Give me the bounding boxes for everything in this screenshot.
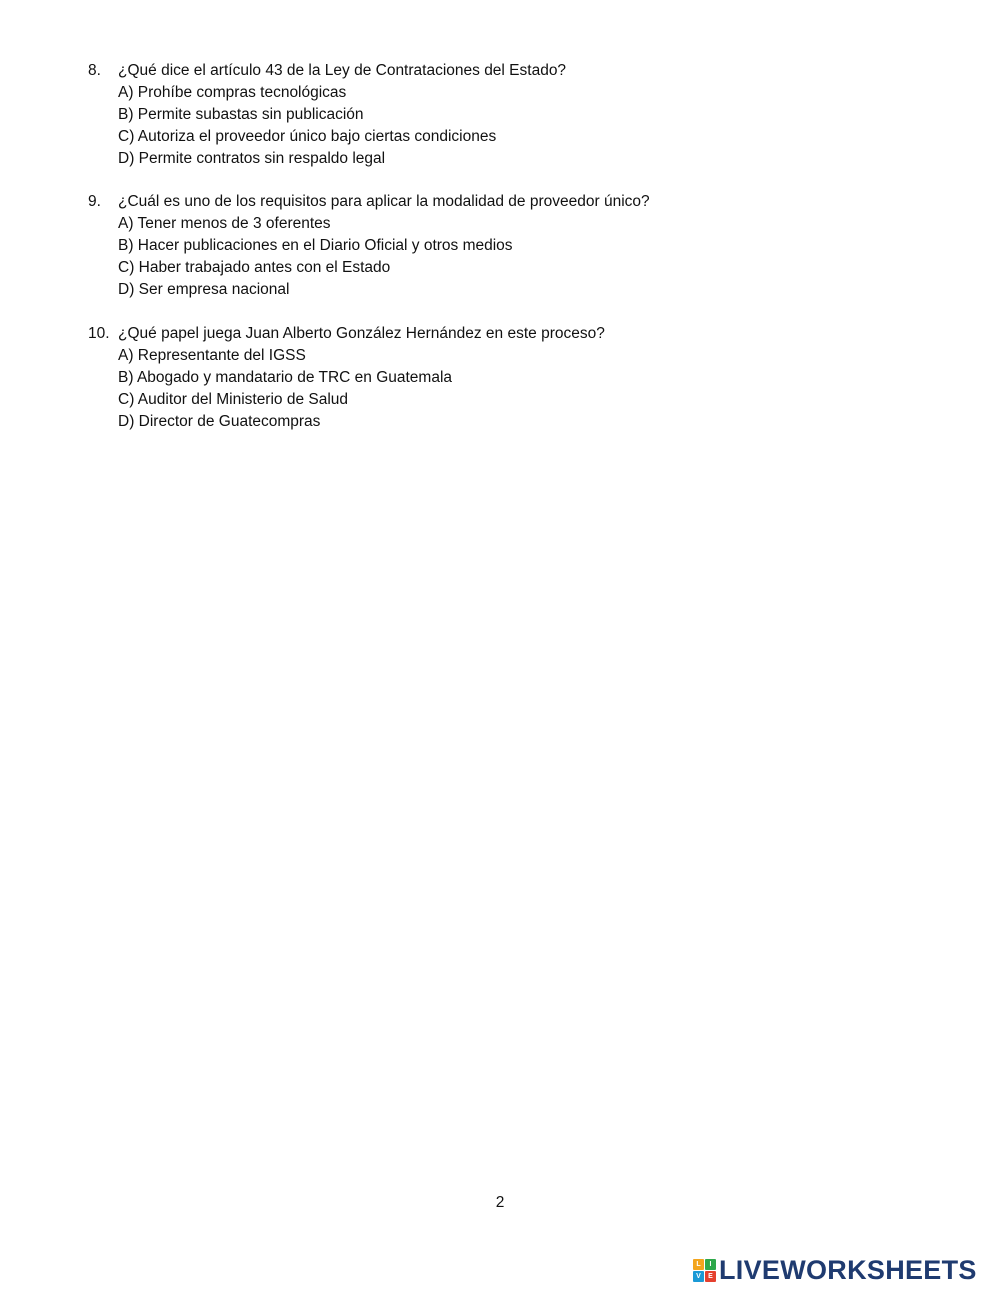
page-number: 2: [495, 1194, 505, 1211]
logo-tile: L: [693, 1259, 704, 1270]
option-b: B) Hacer publicaciones en el Diario Oficial y otros medios: [118, 237, 513, 254]
question-10: [88, 323, 605, 433]
logo-tile: V: [693, 1271, 704, 1282]
brand-name: LIVEWORKSHEETS: [719, 1255, 977, 1285]
question-text: ¿Qué dice el artículo 43 de la Ley de Contrataciones del Estado?: [118, 62, 567, 79]
question-number: 8.: [88, 62, 101, 79]
option-a: A) Representante del IGSS: [118, 347, 306, 364]
option-b: B) Abogado y mandatario de TRC en Guatemala: [118, 369, 453, 386]
question-8: [88, 60, 566, 170]
question-number: 10.: [88, 325, 110, 342]
option-b: B) Permite subastas sin publicación: [118, 106, 364, 123]
option-d: D) Director de Guatecompras: [118, 413, 321, 430]
option-c: C) Haber trabajado antes con el Estado: [118, 259, 391, 276]
option-c: C) Autoriza el proveedor único bajo ciertas condiciones: [118, 128, 497, 145]
option-a: A) Tener menos de 3 oferentes: [118, 215, 331, 232]
option-c: C) Auditor del Ministerio de Salud: [118, 391, 349, 408]
option-a: A) Prohíbe compras tecnológicas: [118, 84, 347, 101]
brand-logo[interactable]: [693, 1256, 977, 1284]
option-d: D) Ser empresa nacional: [118, 281, 290, 298]
logo-tile: E: [705, 1271, 716, 1282]
question-text: ¿Cuál es uno de los requisitos para aplicar la modalidad de proveedor único?: [118, 193, 650, 210]
question-number: 9.: [88, 193, 101, 210]
question-text: ¿Qué papel juega Juan Alberto González Hernández en este proceso?: [118, 325, 605, 342]
question-9: [88, 191, 650, 301]
liveworksheets-logo-icon: [693, 1259, 716, 1282]
option-d: D) Permite contratos sin respaldo legal: [118, 150, 386, 167]
logo-tile: I: [705, 1259, 716, 1270]
